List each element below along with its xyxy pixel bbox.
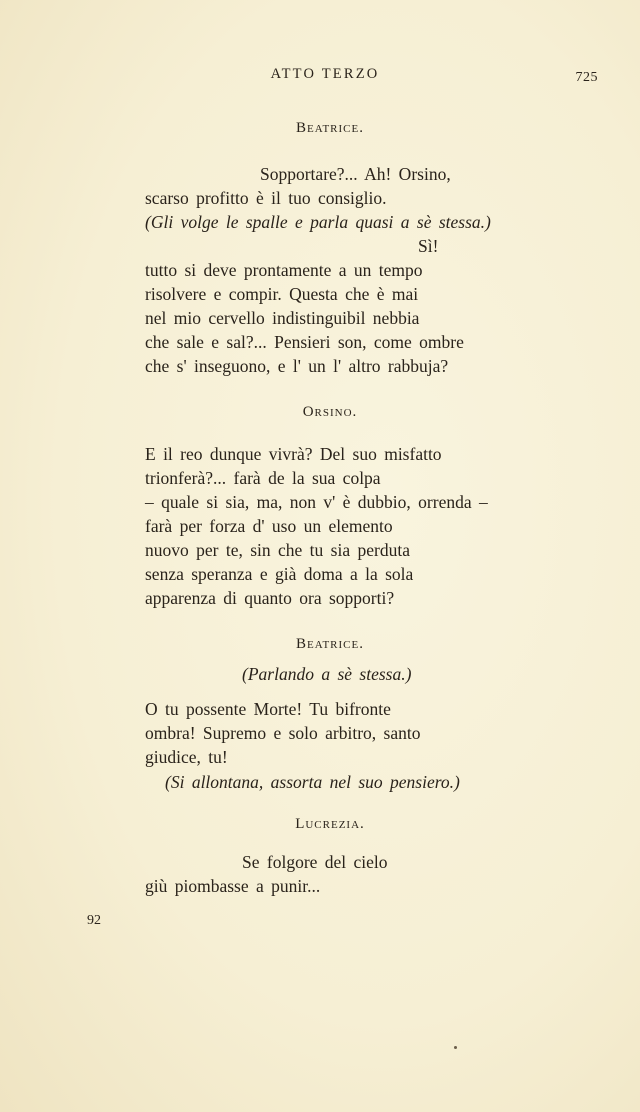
verse-line: – quale si sia, ma, non v' è dubbio, orrenda –: [145, 492, 488, 512]
stage-direction: (Si allontana, assorta nel suo pensiero.): [165, 772, 460, 792]
verse-line: O tu possente Morte! Tu bifronte: [145, 699, 391, 719]
verse-line: farà per forza d' uso un elemento: [145, 516, 393, 536]
verse-line: nel mio cervello indistinguibil nebbia: [145, 308, 420, 328]
speaker-beatrice: Beatrice.: [296, 120, 364, 136]
verse-line: che sale e sal?... Pensieri son, come ombre: [145, 332, 464, 352]
speck: [454, 1046, 457, 1049]
verse-line: E il reo dunque vivrà? Del suo misfatto: [145, 444, 442, 464]
verse-line: nuovo per te, sin che tu sia perduta: [145, 540, 410, 560]
page-number: 725: [575, 70, 598, 85]
verse-line: scarso profitto è il tuo consiglio.: [145, 188, 387, 208]
stage-direction: (Gli volge le spalle e parla quasi a sè stessa.): [145, 212, 491, 232]
running-title: ATTO TERZO: [270, 66, 380, 82]
speaker-orsino: Orsino.: [302, 404, 358, 420]
verse-line: che s' inseguono, e l' un l' altro rabbuja?: [145, 356, 449, 376]
verse-line: senza speranza e già doma a la sola: [145, 564, 414, 584]
verse-line: tutto si deve prontamente a un tempo: [145, 260, 423, 280]
speaker-beatrice: Beatrice.: [296, 636, 364, 652]
verse-line: risolvere e compir. Questa che è mai: [145, 284, 419, 304]
verse-line: ombra! Supremo e solo arbitro, santo: [145, 723, 421, 743]
speaker-lucrezia: Lucrezia.: [295, 816, 365, 832]
verse-line: Sopportare?... Ah! Orsino,: [260, 164, 451, 184]
verse-line: Sì!: [418, 236, 439, 256]
verse-line: giudice, tu!: [145, 747, 228, 767]
verse-line: apparenza di quanto ora sopporti?: [145, 588, 395, 608]
verse-line: giù piombasse a punir...: [145, 876, 321, 896]
verse-line: Se folgore del cielo: [242, 852, 388, 872]
stage-direction: (Parlando a sè stessa.): [242, 664, 412, 684]
signature-mark: 92: [87, 913, 101, 928]
verse-line: trionferà?... farà de la sua colpa: [145, 468, 381, 488]
